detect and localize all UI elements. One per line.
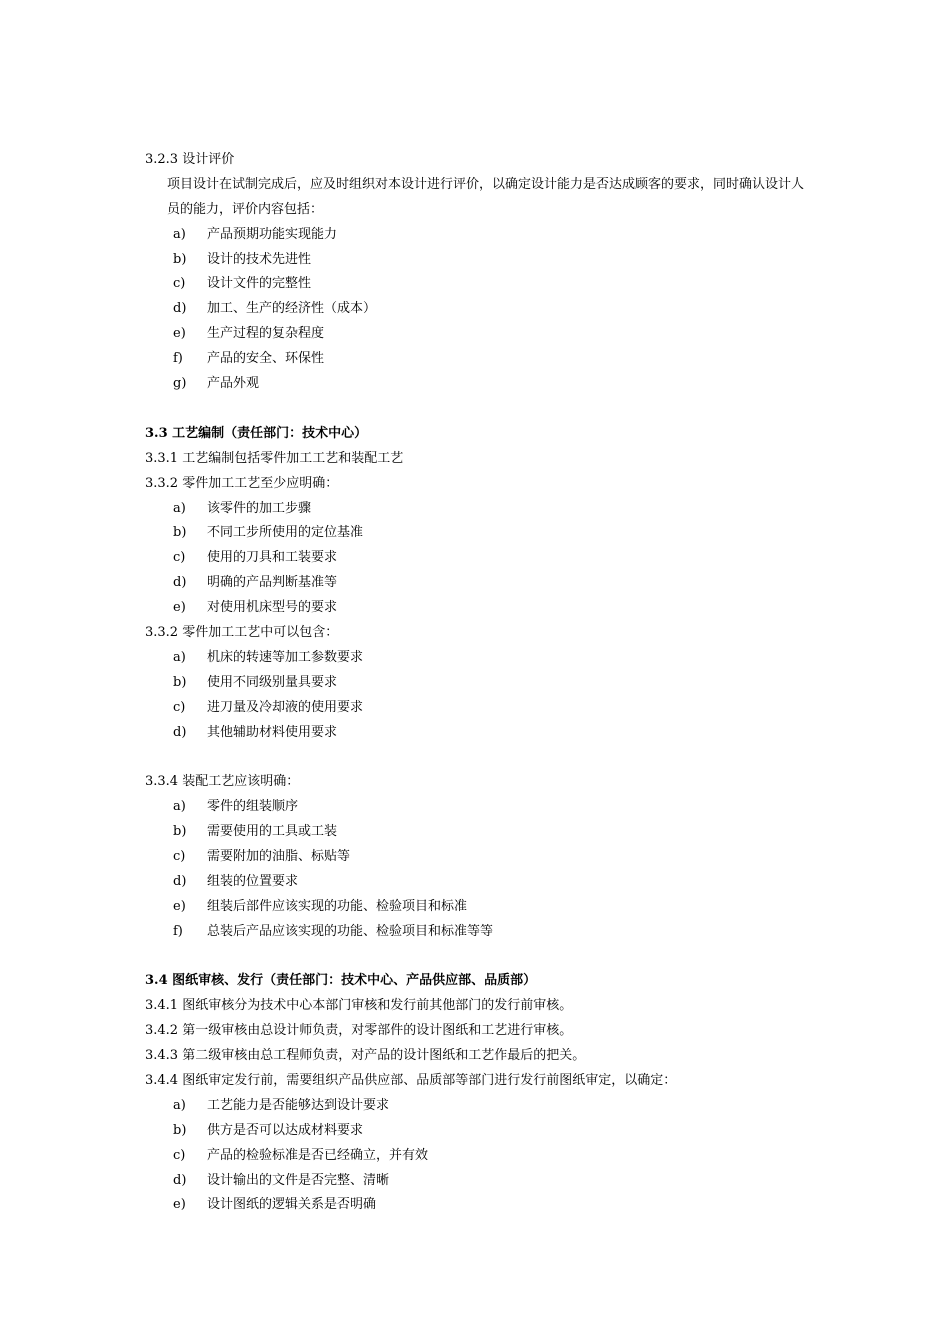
list-item: b) 使用不同级别量具要求 — [173, 674, 338, 690]
list-item: a) 该零件的加工步骤 — [173, 500, 312, 516]
list-item: d) 加工、生产的经济性（成本） — [173, 301, 377, 317]
list-item: a) 产品预期功能实现能力 — [173, 226, 338, 242]
list-item: d) 其他辅助材料使用要求 — [173, 724, 338, 740]
list-3-3-2b — [145, 646, 815, 746]
list-item: d) 明确的产品判断基准等 — [173, 575, 338, 591]
list-3-3-2a — [145, 497, 815, 621]
list-item: a) 零件的组装顺序 — [173, 799, 299, 815]
paragraph-3-3-2a: 3.3.2 零件加工工艺至少应明确： — [145, 475, 339, 491]
paragraph-3-3-1: 3.3.1 工艺编制包括零件加工工艺和装配工艺 — [145, 450, 404, 466]
section-heading-3-4: 3.4 图纸审核、发行（责任部门：技术中心、产品供应部、品质部） — [145, 973, 537, 989]
list-item: c) 进刀量及冷却液的使用要求 — [173, 699, 364, 715]
list-3-4-4 — [145, 1094, 815, 1218]
list-item: a) 机床的转速等加工参数要求 — [173, 649, 364, 665]
list-item: b) 不同工步所使用的定位基准 — [173, 525, 364, 541]
paragraph-3-3-4: 3.3.4 装配工艺应该明确： — [145, 774, 300, 790]
list-item: b) 需要使用的工具或工装 — [173, 824, 338, 840]
list-item: c) 需要附加的油脂、标贴等 — [173, 848, 351, 864]
list-item: a) 工艺能力是否能够达到设计要求 — [173, 1097, 390, 1113]
list-item: b) 供方是否可以达成材料要求 — [173, 1122, 364, 1138]
paragraph-3-3-2b: 3.3.2 零件加工工艺中可以包含： — [145, 624, 339, 640]
spacer — [145, 397, 815, 422]
list-item: c) 产品的检验标准是否已经确立，并有效 — [173, 1147, 429, 1163]
list-item: c) 设计文件的完整性 — [173, 276, 312, 292]
list-3-3-4 — [145, 795, 815, 944]
section-heading-3-3: 3.3 工艺编制（责任部门：技术中心） — [145, 425, 368, 441]
list-item: g) 产品外观 — [173, 376, 260, 392]
list-item: e) 设计图纸的逻辑关系是否明确 — [173, 1197, 377, 1213]
list-item: e) 对使用机床型号的要求 — [173, 600, 338, 616]
spacer — [145, 945, 815, 970]
list-3-2-3 — [145, 223, 815, 397]
document-body — [145, 148, 815, 1218]
list-item: b) 设计的技术先进性 — [173, 251, 312, 267]
paragraph-3-4-2: 3.4.2 第一级审核由总设计师负责，对零部件的设计图纸和工艺进行审核。 — [145, 1023, 573, 1039]
spacer — [145, 745, 815, 770]
paragraph-3-4-1: 3.4.1 图纸审核分为技术中心本部门审核和发行前其他部门的发行前审核。 — [145, 998, 573, 1014]
list-item: d) 组装的位置要求 — [173, 873, 299, 889]
paragraph-3-4-4: 3.4.4 图纸审定发行前，需要组织产品供应部、品质部等部门进行发行前图纸审定，以确定： — [145, 1072, 677, 1088]
list-item: e) 组装后部件应该实现的功能、检验项目和标准 — [173, 898, 468, 914]
paragraph-3-2-3-intro: 项目设计在试制完成后，应及时组织对本设计进行评价，以确定设计能力是否达成顾客的要求，同时确认设计人员的能力，评价内容包括： — [167, 176, 805, 217]
section-title-3-2-3: 3.2.3 设计评价 — [145, 152, 235, 167]
list-item: f) 产品的安全、环保性 — [173, 351, 325, 367]
list-item: f) 总装后产品应该实现的功能、检验项目和标准等等 — [173, 923, 494, 939]
list-item: d) 设计输出的文件是否完整、清晰 — [173, 1172, 390, 1188]
list-item: e) 生产过程的复杂程度 — [173, 326, 325, 342]
paragraph-3-4-3: 3.4.3 第二级审核由总工程师负责，对产品的设计图纸和工艺作最后的把关。 — [145, 1048, 586, 1064]
list-item: c) 使用的刀具和工装要求 — [173, 550, 338, 566]
